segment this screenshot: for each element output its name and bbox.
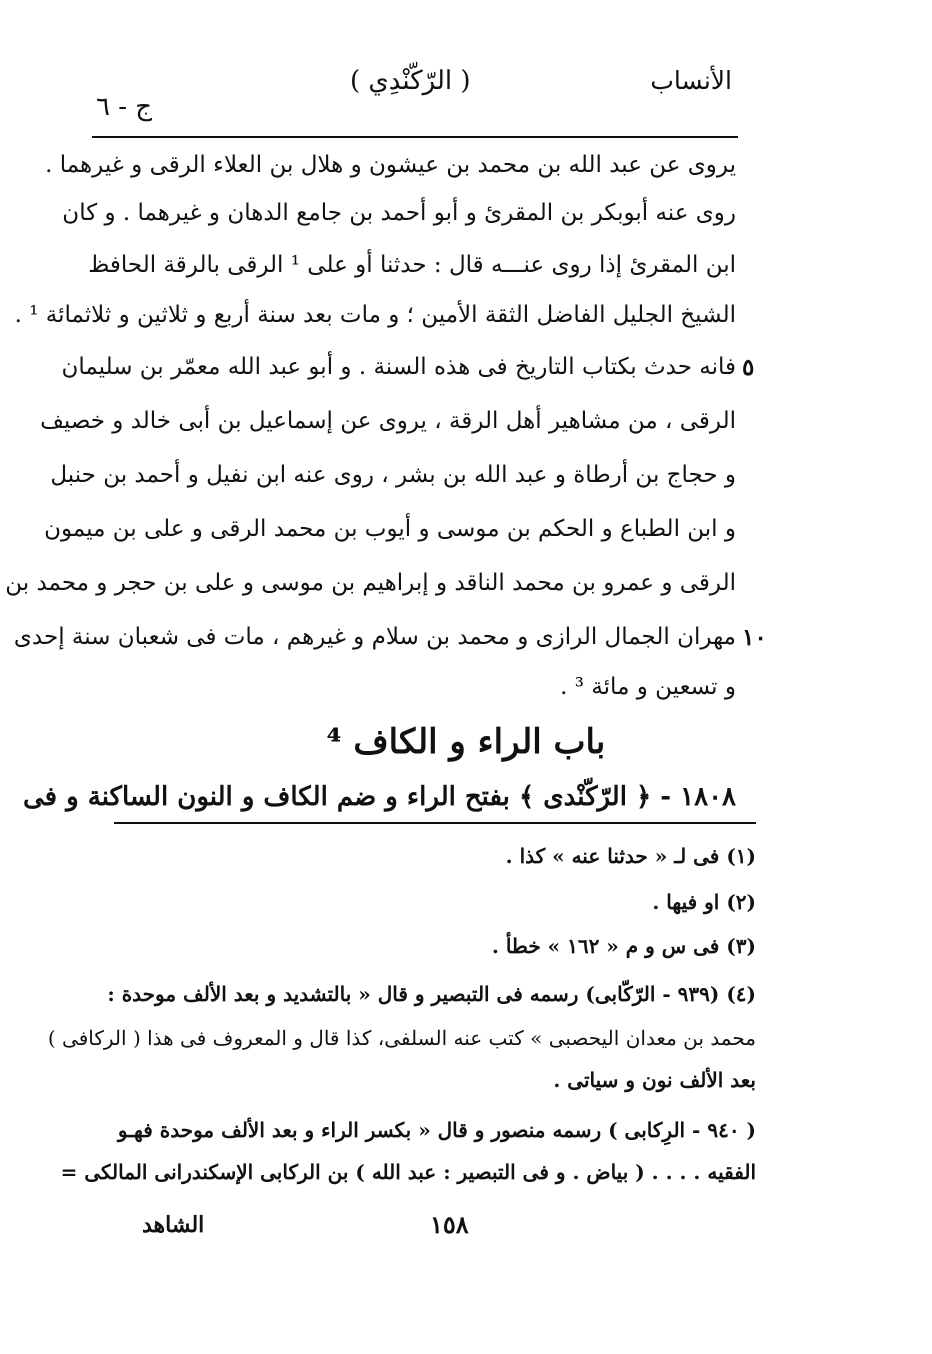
footnote: الفقيه . . . . ( بياض . و فى التبصير : عبد الله ) بن الركابى الإسكندرانى المالكى = xyxy=(60,1160,756,1184)
footnote: (١) فى لـ « حدثنا عنه » كذا . xyxy=(505,844,756,868)
header-rule xyxy=(92,136,738,138)
page-number: ١٥٨ xyxy=(430,1210,469,1239)
body-line: الشيخ الجليل الفاضل الثقة الأمين ؛ و مات بعد سنة أربع و ثلاثين و ثلاثمائة ¹ . xyxy=(14,302,736,328)
header-volume: ج - ٦ xyxy=(96,92,153,122)
footnote: (٤) (٩٣٩ - الرّكّابى) رسمه فى التبصير و قال « بالتشديد و بعد الألف موحدة : xyxy=(107,982,756,1006)
header-book-title: الأنساب xyxy=(650,66,732,95)
footnote: (٣) فى س و م « ١٦٢ » خطأ . xyxy=(491,934,756,958)
body-line: مهران الجمال الرازى و محمد بن سلام و غيرهم ، مات فى شعبان سنة إحدى xyxy=(13,624,736,650)
signature-mark: الشاهد xyxy=(142,1212,205,1238)
body-line: ابن المقرئ إذا روى عنـــه قال : حدثنا أو على ¹ الرقى بالرقة الحافظ xyxy=(88,252,736,278)
body-line: الرقى و عمرو بن محمد الناقد و إبراهيم بن موسى و على بن حجر و محمد بن xyxy=(5,570,736,596)
body-line: و حجاج بن أرطاة و عبد الله بن بشر ، روى عنه ابن نفيل و أحمد بن حنبل xyxy=(50,462,736,488)
footnote-separator xyxy=(114,822,756,824)
body-line: فانه حدث بكتاب التاريخ فى هذه السنة . و أبو عبد الله معمّر بن سليمان xyxy=(61,354,736,380)
header-entry-title: ( الرّكّنْدِي ) xyxy=(350,66,471,96)
footnote: (٢) او فيها . xyxy=(652,890,756,914)
body-line: روى عنه أبوبكر بن المقرئ و أبو أحمد بن جامع الدهان و غيرهما . و كان xyxy=(62,200,736,226)
section-title: باب الراء و الكاف ⁴ xyxy=(326,722,606,762)
footnote: محمد بن معدان اليحصبى » كتب عنه السلفى، كذا قال و المعروف فى هذا ( الركافى ) xyxy=(47,1026,756,1050)
footnote: بعد الألف نون و سياتى . xyxy=(553,1068,756,1092)
body-line: يروى عن عبد الله بن محمد بن عيشون و هلال بن العلاء الرقى و غيرهما . xyxy=(45,152,736,178)
body-line: و تسعين و مائة ³ . xyxy=(560,674,736,700)
entry-heading-line: ١٨٠٨ - ﴿ الرّكّنْدى ﴾ بفتح الراء و ضم الكاف و النون الساكنة و فى xyxy=(23,782,736,812)
line-number-5: ٥ xyxy=(742,354,755,381)
body-line: الرقى ، من مشاهير أهل الرقة ، يروى عن إسماعيل بن أبى خالد و خصيف xyxy=(40,408,736,434)
footnote: ( ٩٤٠ - الرِكابى ) رسمه منصور و قال « بكسر الراء و بعد الألف موحدة فهـو xyxy=(117,1118,756,1142)
body-line: و ابن الطباع و الحكم بن موسى و أيوب بن محمد الرقى و على بن ميمون xyxy=(44,516,736,542)
line-number-10: ١٠ xyxy=(742,624,767,651)
